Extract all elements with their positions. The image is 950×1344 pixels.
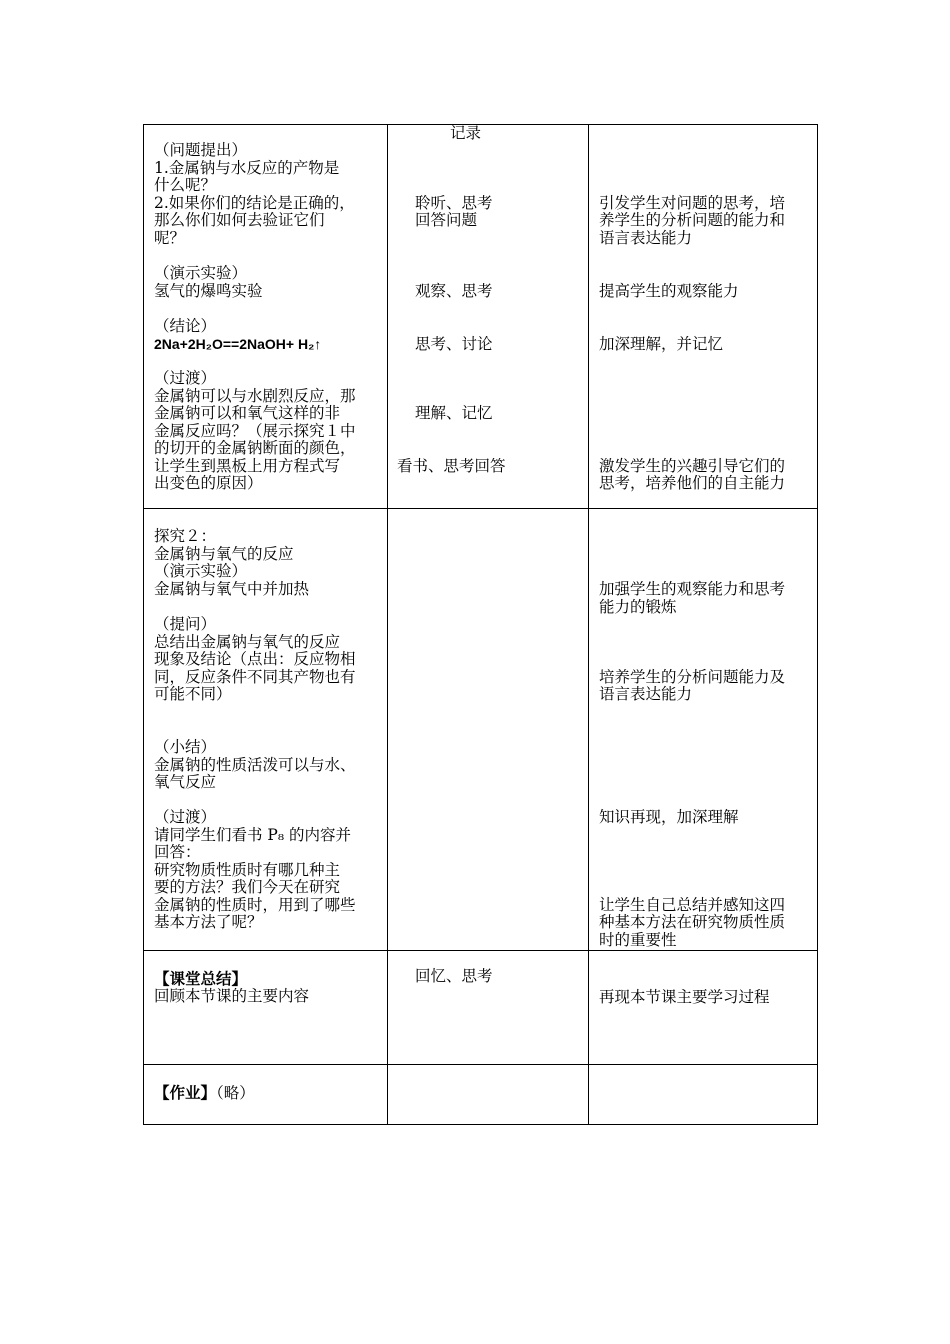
design-intent: 语言表达能力 <box>599 685 693 703</box>
student-activity: 看书、思考回答 <box>397 457 506 475</box>
design-intent: 知识再现，加深理解 <box>599 808 739 826</box>
design-intent: 时的重要性 <box>599 931 677 949</box>
text-line: 的切开的金属钠断面的颜色， <box>154 439 356 457</box>
section-label: （提问） <box>154 615 217 633</box>
design-intent: 让学生自己总结并感知这四 <box>599 896 786 914</box>
text-line: 金属钠与氧气的反应 <box>154 545 294 563</box>
homework-text: （略） <box>216 1084 255 1102</box>
column-divider <box>387 124 388 1125</box>
text-line: 金属钠可以和氧气这样的非 <box>154 404 341 422</box>
student-activity: 思考、讨论 <box>415 335 493 353</box>
section-title: 【课堂总结】 <box>154 969 248 988</box>
text-line: 金属钠与氧气中并加热 <box>154 580 310 598</box>
text-line: 金属钠的性质活泼可以与水、 <box>154 756 356 774</box>
student-activity: 回忆、思考 <box>415 967 493 985</box>
section-label: （演示实验） <box>154 264 248 282</box>
design-intent: 激发学生的兴趣引导它们的 <box>599 457 786 475</box>
homework-title: 【作业】 <box>154 1083 217 1102</box>
text-line: 金属钠的性质时，用到了哪些 <box>154 896 356 914</box>
section-label: （结论） <box>154 317 217 335</box>
design-intent: 加强学生的观察能力和思考 <box>599 580 786 598</box>
design-intent: 语言表达能力 <box>599 229 693 247</box>
homework-line <box>154 1084 255 1103</box>
design-intent: 种基本方法在研究物质性质 <box>599 913 786 931</box>
text-line: 现象及结论（点出：反应物相 <box>154 650 356 668</box>
design-intent: 加深理解，并记忆 <box>599 335 724 353</box>
text-line: 什么呢？ <box>154 176 217 194</box>
text-line: 出变色的原因） <box>154 474 263 492</box>
text-line: 同，反应条件不同其产物也有 <box>154 668 356 686</box>
design-intent: 提高学生的观察能力 <box>599 282 739 300</box>
text-line: 氧气反应 <box>154 773 217 791</box>
column-divider <box>588 124 589 1125</box>
text-line: 金属钠可以与水剧烈反应，那 <box>154 387 356 405</box>
student-activity: 观察、思考 <box>415 282 493 300</box>
text-line: 让学生到黑板上用方程式写 <box>154 457 341 475</box>
text-line: 2.如果你们的结论是正确的， <box>154 194 355 212</box>
design-intent: 再现本节课主要学习过程 <box>599 988 770 1006</box>
student-activity: 聆听、思考 <box>415 194 493 212</box>
column-header: 记录 <box>450 124 482 142</box>
text-line: 基本方法了呢？ <box>154 913 263 931</box>
text-line: 金属反应吗？（展示探究１中 <box>154 422 356 440</box>
text-line: 那么你们如何去验证它们 <box>154 211 325 229</box>
student-activity: 回答问题 <box>415 211 478 229</box>
row-divider <box>143 950 818 951</box>
section-label: （演示实验） <box>154 562 248 580</box>
text-line: 回顾本节课的主要内容 <box>154 987 310 1005</box>
text-line: 请同学生们看书 P₈ 的内容并 <box>154 826 351 844</box>
section-title: 探究２： <box>154 527 217 545</box>
row-divider <box>143 508 818 509</box>
text-line: 1.金属钠与水反应的产物是 <box>154 159 340 177</box>
section-label: （问题提出） <box>154 141 248 159</box>
design-intent: 思考，培养他们的自主能力 <box>599 474 786 492</box>
section-label: （小结） <box>154 738 217 756</box>
section-label: （过渡） <box>154 369 217 387</box>
design-intent: 引发学生对问题的思考，培 <box>599 194 786 212</box>
row-divider <box>143 1064 818 1065</box>
text-line: 总结出金属钠与氧气的反应 <box>154 633 341 651</box>
text-line: 要的方法？我们今天在研究 <box>154 878 341 896</box>
design-intent: 养学生的分析问题的能力和 <box>599 211 786 229</box>
text-line: 研究物质性质时有哪几种主 <box>154 861 341 879</box>
design-intent: 能力的锻炼 <box>599 598 677 616</box>
text-line: 氢气的爆鸣实验 <box>154 282 263 300</box>
text-line: 可能不同） <box>154 685 232 703</box>
student-activity: 理解、记忆 <box>415 404 493 422</box>
section-label: （过渡） <box>154 808 217 826</box>
chemical-equation: 2Na+2H₂O==2NaOH+ H₂↑ <box>154 336 322 352</box>
text-line: 回答： <box>154 843 201 861</box>
text-line: 呢？ <box>154 229 186 247</box>
design-intent: 培养学生的分析问题能力及 <box>599 668 786 686</box>
